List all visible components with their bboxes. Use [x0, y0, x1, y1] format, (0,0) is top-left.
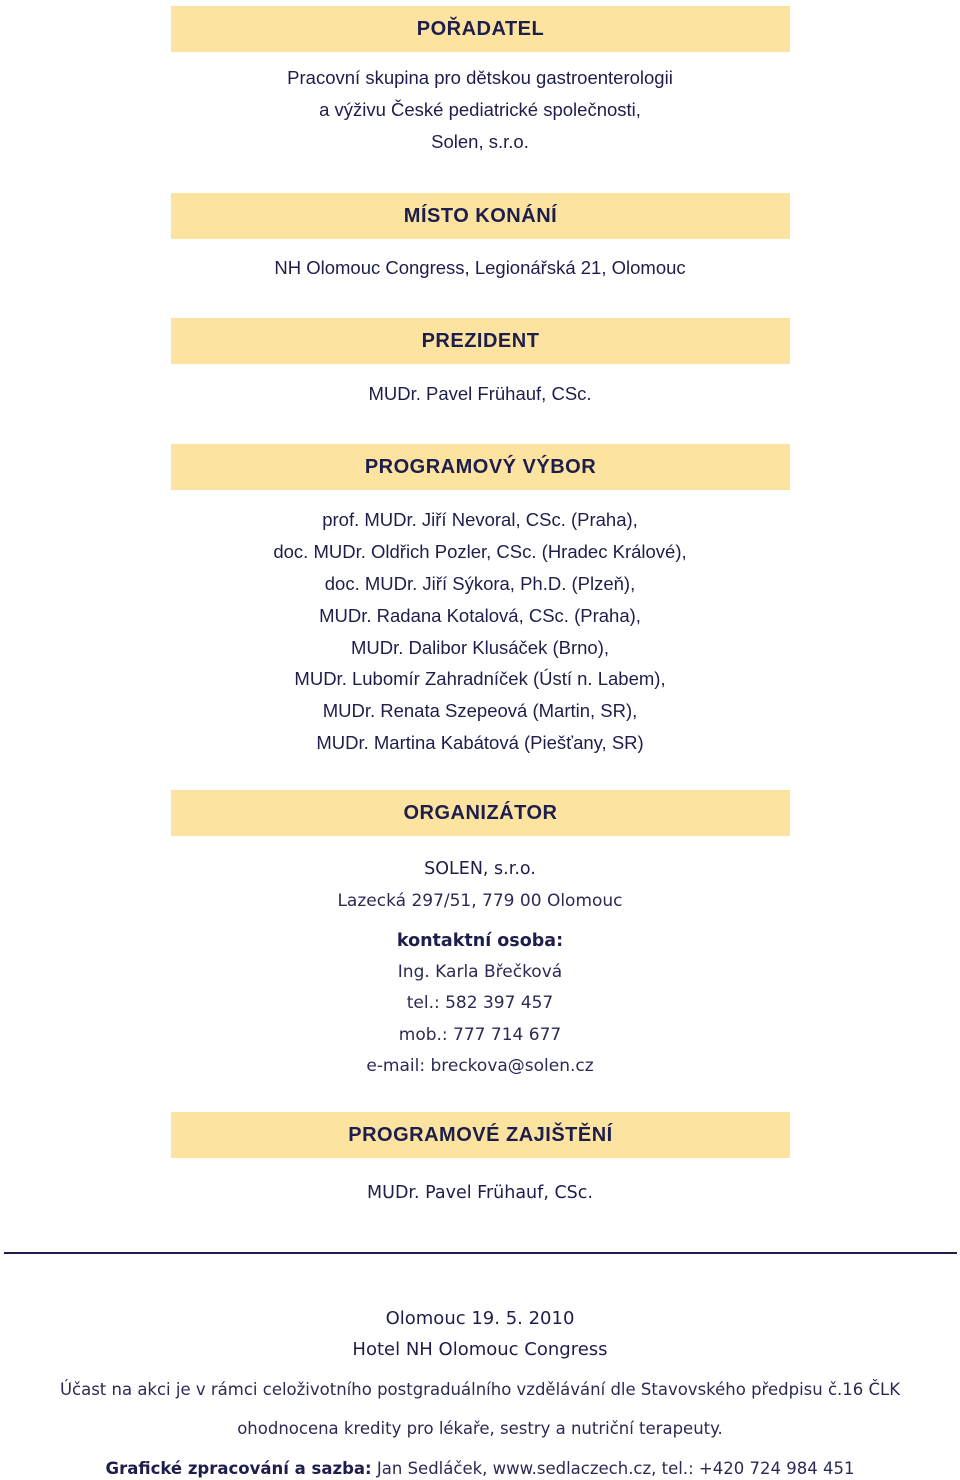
- vybor-member: doc. MUDr. Jiří Sýkora, Ph.D. (Plzeň),: [324, 573, 636, 594]
- credits-value: Jan Sedláček, www.sedlaczech.cz, tel.: +420 724 984 451: [371, 1459, 855, 1478]
- footer-note-line1: Účast na akci je v rámci celoživotního postgraduálního vzdělávání dle Stavovského předpisu č.16 ČLK: [59, 1380, 901, 1399]
- organizator-company: SOLEN, s.r.o.: [424, 859, 536, 879]
- poradatel-line-3: Solen, s.r.o.: [431, 131, 529, 152]
- contact-label: kontaktní osoba:: [396, 931, 564, 951]
- section-heading-zajisteni: PROGRAMOVÉ ZAJIŠTĚNÍ: [171, 1112, 790, 1158]
- vybor-member: doc. MUDr. Oldřich Pozler, CSc. (Hradec Králové),: [273, 541, 687, 562]
- vybor-member: MUDr. Radana Kotalová, CSc. (Praha),: [319, 605, 641, 626]
- poradatel-line-2: a výživu České pediatrické společnosti,: [319, 99, 641, 120]
- section-heading-poradatel: POŘADATEL: [171, 6, 790, 52]
- vybor-member: prof. MUDr. Jiří Nevoral, CSc. (Praha),: [322, 509, 638, 530]
- organizator-address: Lazecká 297/51, 779 00 Olomouc: [337, 891, 623, 911]
- poradatel-line-1: Pracovní skupina pro dětskou gastroenterologii: [287, 67, 673, 88]
- section-heading-vybor: PROGRAMOVÝ VÝBOR: [171, 444, 790, 490]
- vybor-member: MUDr. Lubomír Zahradníček (Ústí n. Labem),: [294, 668, 666, 689]
- footer-divider: [4, 1252, 957, 1254]
- vybor-member: MUDr. Dalibor Klusáček (Brno),: [350, 637, 610, 658]
- credits-label: Grafické zpracování a sazba:: [105, 1459, 372, 1478]
- section-heading-misto: MÍSTO KONÁNÍ: [171, 193, 790, 239]
- vybor-member: MUDr. Martina Kabátová (Piešťany, SR): [316, 732, 644, 753]
- footer-venue: Hotel NH Olomouc Congress: [352, 1339, 608, 1360]
- contact-email[interactable]: e-mail: breckova@solen.cz: [366, 1056, 594, 1076]
- contact-mob: mob.: 777 714 677: [398, 1025, 562, 1045]
- footer-note-line2: ohodnocena kredity pro lékaře, sestry a nutriční terapeuty.: [237, 1419, 723, 1438]
- section-heading-organizator: ORGANIZÁTOR: [171, 790, 790, 836]
- footer-credits: [0, 1458, 960, 1480]
- prezident-name: MUDr. Pavel Frühauf, CSc.: [368, 383, 592, 404]
- vybor-member: MUDr. Renata Szepeová (Martin, SR),: [322, 700, 638, 721]
- contact-tel: tel.: 582 397 457: [406, 993, 554, 1013]
- footer-date-place: Olomouc 19. 5. 2010: [385, 1308, 575, 1329]
- misto-line: NH Olomouc Congress, Legionářská 21, Olomouc: [274, 257, 686, 278]
- section-heading-prezident: PREZIDENT: [171, 318, 790, 364]
- contact-name: Ing. Karla Břečková: [397, 962, 563, 982]
- zajisteni-name: MUDr. Pavel Frühauf, CSc.: [367, 1183, 593, 1203]
